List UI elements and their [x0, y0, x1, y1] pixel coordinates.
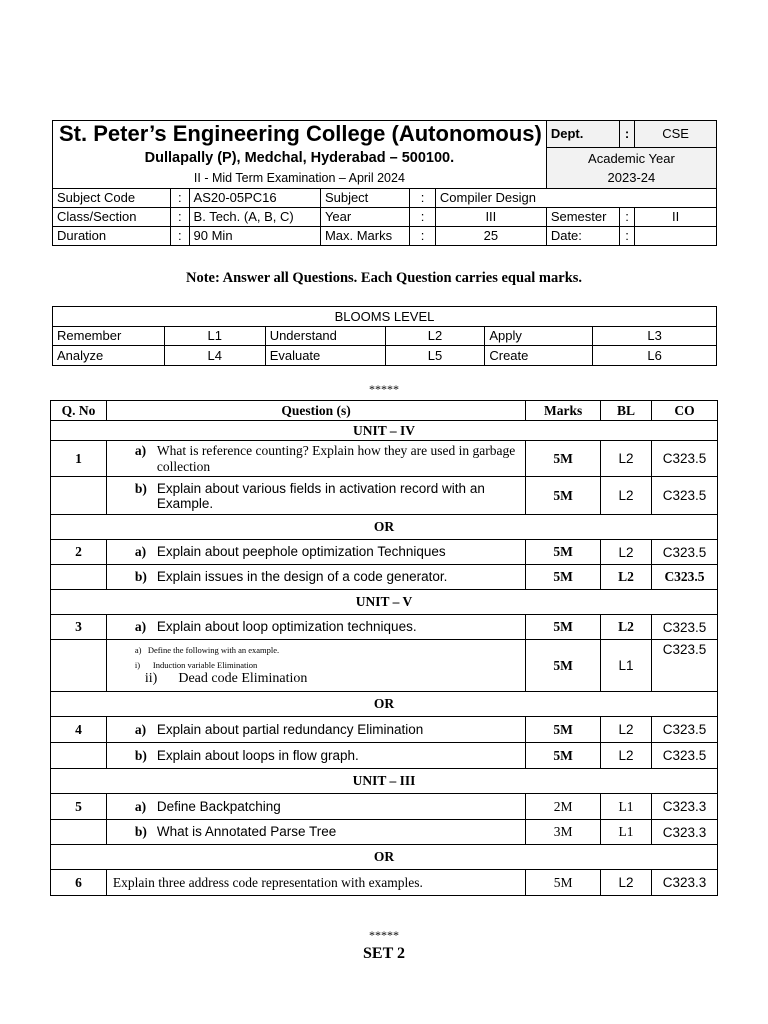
academic-year-value: 2023-24: [607, 169, 656, 185]
question-marks: 5M: [526, 441, 601, 477]
question-co: C323.5: [652, 615, 718, 640]
question-bl: L2: [601, 565, 652, 590]
question-marks: 5M: [526, 640, 601, 692]
empty-cell: [51, 743, 107, 769]
sub-text: Dead code Elimination: [178, 670, 308, 686]
date-value: [635, 226, 717, 245]
or-separator: OR: [51, 845, 718, 870]
bloom-name: Apply: [485, 326, 593, 346]
question-co: C323.5: [652, 540, 718, 565]
bloom-level: L5: [385, 346, 485, 366]
question-co: C323.3: [652, 794, 718, 820]
question-marks: 5M: [526, 540, 601, 565]
year-value: III: [435, 207, 546, 226]
marks-header: Marks: [526, 401, 601, 421]
empty-cell: [51, 820, 107, 845]
question-co: C323.3: [652, 820, 718, 845]
part-label: a): [134, 442, 147, 458]
question-bl: L2: [601, 540, 652, 565]
duration-label: Duration: [53, 226, 171, 245]
footer-stars: *****: [369, 928, 399, 942]
duration-value: 90 Min: [189, 226, 320, 245]
blooms-title: BLOOMS LEVEL: [53, 307, 717, 327]
question-co: C323.5: [652, 640, 718, 692]
date-label: Date:: [546, 226, 619, 245]
subject-label: Subject: [320, 188, 409, 207]
part-label: b): [134, 824, 147, 839]
question-number: 2: [51, 540, 107, 565]
question-header: Question (s): [106, 401, 525, 421]
part-label: b): [134, 569, 147, 584]
bloom-level: L6: [593, 346, 717, 366]
question-body: Explain about various fields in activation record with an Example.: [156, 480, 485, 511]
academic-year-label: Academic Year: [588, 150, 675, 166]
separator-stars: *****: [369, 382, 399, 396]
question-text: [106, 540, 525, 565]
unit-heading: UNIT – V: [51, 590, 718, 615]
sub-label: ii): [144, 670, 158, 686]
instructions-note: Note: Answer all Questions. Each Question carries equal marks.: [185, 270, 583, 286]
blooms-level-table: [52, 306, 717, 366]
sub-item: [135, 660, 521, 670]
question-bl: L2: [601, 477, 652, 515]
question-body: Explain about loop optimization techniques.: [156, 619, 417, 634]
bloom-level: L4: [164, 346, 265, 366]
bloom-name: Create: [485, 346, 593, 366]
part-label: b): [134, 747, 147, 763]
question-text: Explain three address code representation with examples.: [106, 870, 525, 896]
question-marks: 5M: [526, 477, 601, 515]
colon: :: [410, 188, 436, 207]
academic-year: [546, 147, 716, 188]
question-bl: L1: [601, 794, 652, 820]
question-marks: 5M: [526, 615, 601, 640]
colon: :: [619, 207, 634, 226]
question-co: C323.5: [652, 565, 718, 590]
max-marks-value: 25: [435, 226, 546, 245]
header-table: [52, 120, 717, 246]
questions-table: [50, 400, 718, 896]
question-text: [106, 640, 525, 692]
subject-code-label: Subject Code: [53, 188, 171, 207]
question-number: 6: [51, 870, 107, 896]
sub-text: Induction variable Elimination: [152, 659, 258, 670]
question-co: C323.5: [652, 441, 718, 477]
question-co: C323.3: [652, 870, 718, 896]
question-text: [106, 794, 525, 820]
exam-name: II - Mid Term Examination – April 2024: [53, 169, 547, 188]
part-label: a): [134, 721, 147, 737]
question-marks: 2M: [526, 794, 601, 820]
question-bl: L2: [601, 441, 652, 477]
colon: :: [171, 188, 189, 207]
question-body: What is reference counting? Explain how they are used in garbage collection: [156, 442, 516, 474]
empty-cell: [51, 565, 107, 590]
question-bl: L2: [601, 615, 652, 640]
question-bl: L1: [601, 820, 652, 845]
question-body: Explain about partial redundancy Elimination: [156, 721, 424, 737]
question-bl: L2: [601, 743, 652, 769]
question-body: Define the following with an example.: [147, 644, 280, 655]
dept-label: Dept.: [546, 121, 619, 148]
question-body: Define Backpatching: [156, 798, 281, 814]
or-separator: OR: [51, 692, 718, 717]
unit-heading: UNIT – III: [51, 769, 718, 794]
question-text: [106, 743, 525, 769]
empty-cell: [51, 640, 107, 692]
unit-heading: UNIT – IV: [51, 421, 718, 441]
sub-label: i): [134, 659, 141, 670]
sub-item: [145, 671, 521, 687]
qno-header: Q. No: [51, 401, 107, 421]
subject-code-value: AS20-05PC16: [189, 188, 320, 207]
question-bl: L1: [601, 640, 652, 692]
part-label: a): [134, 798, 147, 814]
year-label: Year: [320, 207, 409, 226]
dept-colon: :: [619, 121, 634, 148]
question-text: [106, 441, 525, 477]
bloom-level: L3: [593, 326, 717, 346]
question-co: C323.5: [652, 717, 718, 743]
question-number: 3: [51, 615, 107, 640]
question-body: What is Annotated Parse Tree: [156, 824, 337, 839]
question-body: Explain about loops in flow graph.: [156, 747, 359, 763]
question-marks: 3M: [526, 820, 601, 845]
question-bl: L2: [601, 717, 652, 743]
max-marks-label: Max. Marks: [320, 226, 409, 245]
colon: :: [410, 226, 436, 245]
question-co: C323.5: [652, 477, 718, 515]
question-text: [106, 477, 525, 515]
colon: :: [171, 207, 189, 226]
part-label: b): [134, 480, 147, 496]
subject-value: Compiler Design: [435, 188, 716, 207]
question-co: C323.5: [652, 743, 718, 769]
co-header: CO: [652, 401, 718, 421]
bloom-name: Understand: [265, 326, 385, 346]
colon: :: [410, 207, 436, 226]
semester-label: Semester: [546, 207, 619, 226]
bl-header: BL: [601, 401, 652, 421]
bloom-level: L2: [385, 326, 485, 346]
empty-cell: [51, 477, 107, 515]
colon: :: [171, 226, 189, 245]
part-label: a): [134, 619, 147, 634]
set-label: SET 2: [363, 945, 405, 962]
question-text: [106, 615, 525, 640]
colon: :: [619, 226, 634, 245]
question-text: [106, 820, 525, 845]
bloom-name: Analyze: [53, 346, 165, 366]
question-marks: 5M: [526, 743, 601, 769]
bloom-name: Remember: [53, 326, 165, 346]
or-separator: OR: [51, 515, 718, 540]
college-address: Dullapally (P), Medchal, Hyderabad – 500100.: [53, 147, 547, 169]
question-body: Explain about peephole optimization Techniques: [156, 544, 446, 559]
college-name: St. Peter’s Engineering College (Autonomous): [53, 121, 547, 148]
question-number: 4: [51, 717, 107, 743]
class-label: Class/Section: [53, 207, 171, 226]
question-body-small: [135, 645, 521, 655]
question-bl: L2: [601, 870, 652, 896]
class-value: B. Tech. (A, B, C): [189, 207, 320, 226]
dept-value: CSE: [635, 121, 717, 148]
bloom-name: Evaluate: [265, 346, 385, 366]
question-marks: 5M: [526, 717, 601, 743]
question-marks: 5M: [526, 565, 601, 590]
part-label: a): [134, 644, 142, 655]
bloom-level: L1: [164, 326, 265, 346]
semester-value: II: [635, 207, 717, 226]
question-number: 1: [51, 441, 107, 477]
question-marks: 5M: [526, 870, 601, 896]
question-number: 5: [51, 794, 107, 820]
part-label: a): [134, 544, 147, 559]
question-text: [106, 717, 525, 743]
question-body: Explain issues in the design of a code generator.: [156, 569, 448, 584]
question-text: [106, 565, 525, 590]
